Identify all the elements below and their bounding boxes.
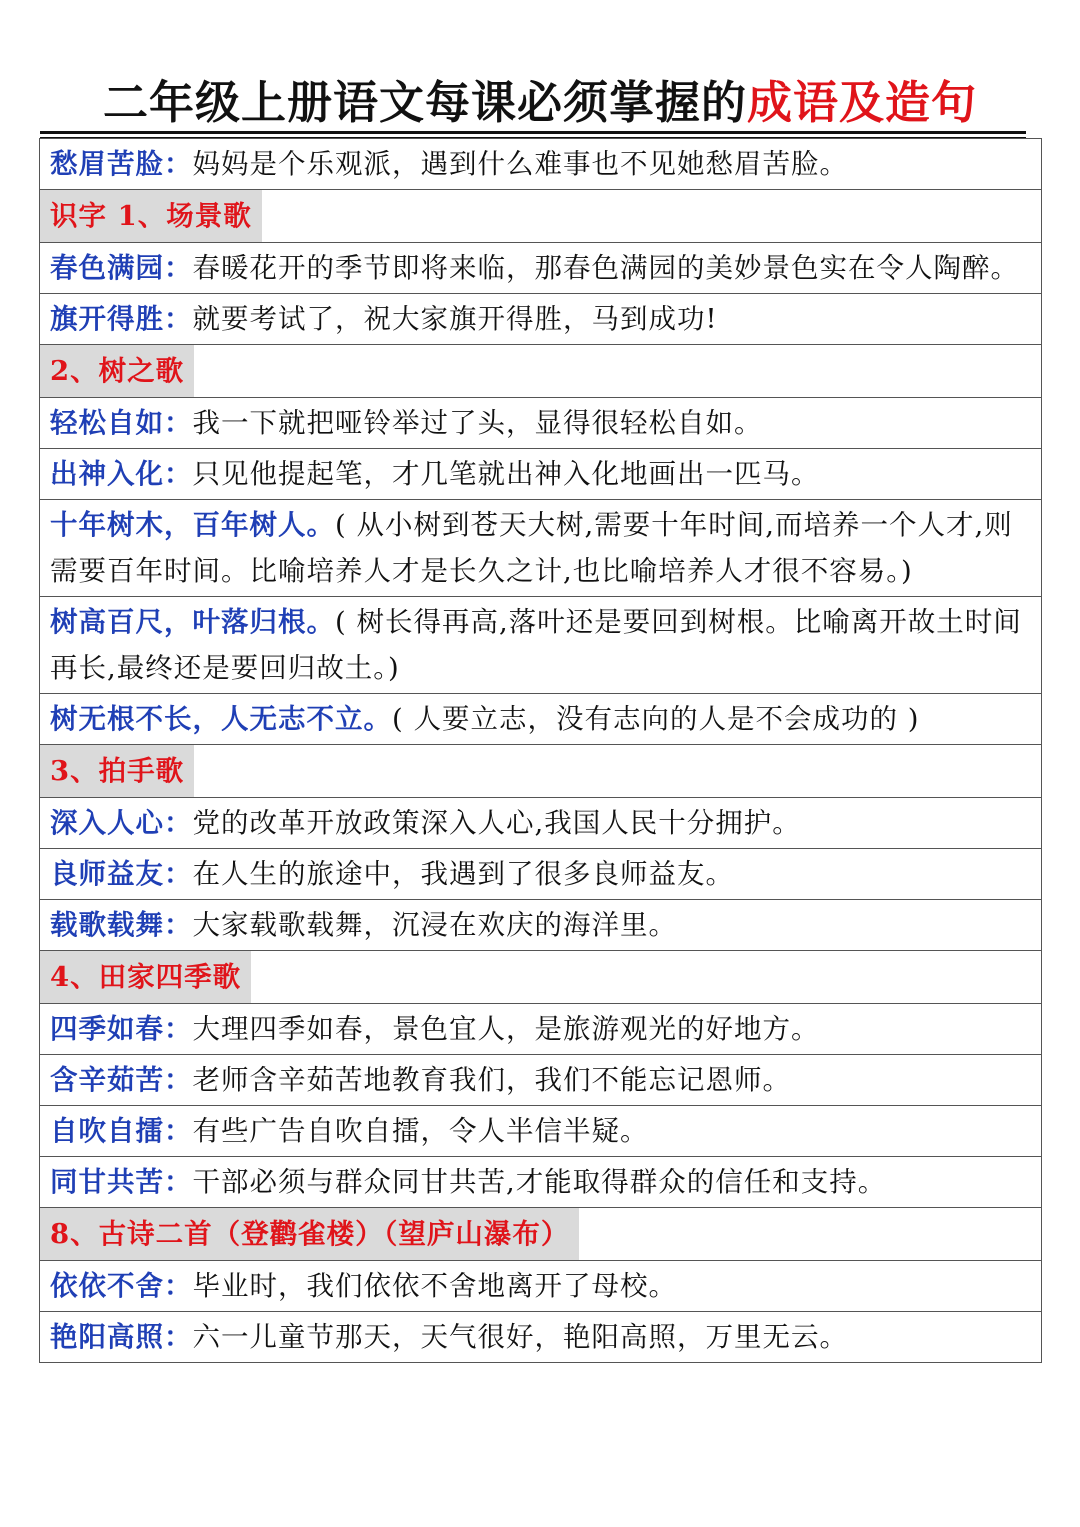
idiom-term: 树高百尺，叶落归根。 <box>50 606 335 638</box>
idiom-sentence: ( 人要立志，没有志向的人是不会成功的 ) <box>392 703 920 735</box>
idiom-row <box>40 849 1042 900</box>
idiom-term: 出神入化： <box>50 458 193 490</box>
idiom-row <box>40 1004 1042 1055</box>
idiom-sentence: 只见他提起笔，才几笔就出神入化地画出一匹马。 <box>192 458 820 490</box>
idiom-term: 树无根不长，人无志不立。 <box>50 703 392 735</box>
idiom-row <box>40 449 1042 500</box>
idiom-term: 深入人心： <box>50 807 193 839</box>
idiom-term: 同甘共苦： <box>50 1166 193 1198</box>
idiom-cell <box>40 1157 1042 1208</box>
idiom-term: 良师益友： <box>50 858 193 890</box>
section-heading: 2、树之歌 <box>40 345 194 397</box>
idiom-cell <box>40 1106 1042 1157</box>
idiom-table <box>39 138 1042 1363</box>
idiom-row <box>40 294 1042 345</box>
idiom-term: 四季如春： <box>50 1013 193 1045</box>
idiom-term: 愁眉苦脸： <box>50 148 193 180</box>
idiom-row <box>40 798 1042 849</box>
title-highlight: 成语及造句 <box>747 76 978 129</box>
idiom-row <box>40 243 1042 294</box>
idiom-term: 旗开得胜： <box>50 303 193 335</box>
idiom-cell <box>40 243 1042 294</box>
idiom-sentence: 在人生的旅途中，我遇到了很多良师益友。 <box>192 858 734 890</box>
idiom-sentence: 大理四季如春，景色宜人，是旅游观光的好地方。 <box>192 1013 820 1045</box>
section-cell <box>40 345 1042 398</box>
idiom-term: 艳阳高照： <box>50 1321 193 1353</box>
idiom-cell <box>40 139 1042 190</box>
section-row <box>40 345 1042 398</box>
idiom-row <box>40 900 1042 951</box>
idiom-term: 自吹自擂： <box>50 1115 193 1147</box>
section-row <box>40 1208 1042 1261</box>
section-heading: 8、古诗二首（登鹳雀楼）（望庐山瀑布） <box>40 1208 579 1260</box>
idiom-sentence: 妈妈是个乐观派，遇到什么难事也不见她愁眉苦脸。 <box>192 148 848 180</box>
section-heading: 识字 1、场景歌 <box>40 190 262 242</box>
idiom-term: 轻松自如： <box>50 407 193 439</box>
idiom-row <box>40 1157 1042 1208</box>
idiom-sentence: 干部必须与群众同甘共苦,才能取得群众的信任和支持。 <box>192 1166 887 1198</box>
idiom-term: 载歌载舞： <box>50 909 193 941</box>
idiom-cell <box>40 1055 1042 1106</box>
idiom-sentence: ( 从小树到苍天大树,需要十年时间,而培养一个人才,则需要百年时间。比喻培养人才是长久之计,也比喻培养人才很不容易。) <box>50 509 1013 587</box>
idiom-sentence: 大家载歌载舞，沉浸在欢庆的海洋里。 <box>192 909 677 941</box>
section-row <box>40 190 1042 243</box>
idiom-sentence: 有些广告自吹自擂，令人半信半疑。 <box>192 1115 649 1147</box>
idiom-row <box>40 1312 1042 1363</box>
section-cell <box>40 190 1042 243</box>
idiom-row <box>40 597 1042 694</box>
page-title <box>0 72 1080 134</box>
idiom-row <box>40 694 1042 745</box>
idiom-row <box>40 139 1042 190</box>
idiom-cell <box>40 500 1042 597</box>
idiom-row <box>40 1055 1042 1106</box>
idiom-cell <box>40 694 1042 745</box>
idiom-cell <box>40 294 1042 345</box>
section-cell <box>40 1208 1042 1261</box>
idiom-term: 含辛茹苦： <box>50 1064 193 1096</box>
idiom-cell <box>40 1004 1042 1055</box>
section-cell <box>40 951 1042 1004</box>
section-cell <box>40 745 1042 798</box>
idiom-cell <box>40 798 1042 849</box>
idiom-cell <box>40 1312 1042 1363</box>
idiom-term: 春色满园： <box>50 252 193 284</box>
idiom-cell <box>40 849 1042 900</box>
section-row <box>40 745 1042 798</box>
title-underline <box>40 131 1026 134</box>
section-row <box>40 951 1042 1004</box>
idiom-sentence: 我一下就把哑铃举过了头，显得很轻松自如。 <box>192 407 763 439</box>
idiom-sentence: 春暖花开的季节即将来临，那春色满园的美妙景色实在令人陶醉。 <box>192 252 1019 284</box>
idiom-sentence: 老师含辛茹苦地教育我们，我们不能忘记恩师。 <box>192 1064 791 1096</box>
idiom-sentence: 毕业时，我们依依不舍地离开了母校。 <box>192 1270 677 1302</box>
idiom-row <box>40 1106 1042 1157</box>
idiom-row <box>40 1261 1042 1312</box>
idiom-cell <box>40 449 1042 500</box>
idiom-sentence: ( 树长得再高,落叶还是要回到树根。比喻离开故土时间再长,最终还是要回归故土。) <box>50 606 1022 684</box>
idiom-cell <box>40 398 1042 449</box>
section-heading: 4、田家四季歌 <box>40 951 251 1003</box>
idiom-sentence: 就要考试了，祝大家旗开得胜，马到成功! <box>192 303 718 335</box>
idiom-row <box>40 398 1042 449</box>
section-heading: 3、拍手歌 <box>40 745 194 797</box>
idiom-row <box>40 500 1042 597</box>
idiom-cell <box>40 597 1042 694</box>
idiom-sentence: 党的改革开放政策深入人心,我国人民十分拥护。 <box>192 807 801 839</box>
idiom-term: 依依不舍： <box>50 1270 193 1302</box>
title-main: 二年级上册语文每课必须掌握的 <box>102 76 747 129</box>
idiom-sentence: 六一儿童节那天，天气很好，艳阳高照，万里无云。 <box>192 1321 848 1353</box>
idiom-cell <box>40 1261 1042 1312</box>
idiom-term: 十年树木，百年树人。 <box>50 509 335 541</box>
idiom-cell <box>40 900 1042 951</box>
